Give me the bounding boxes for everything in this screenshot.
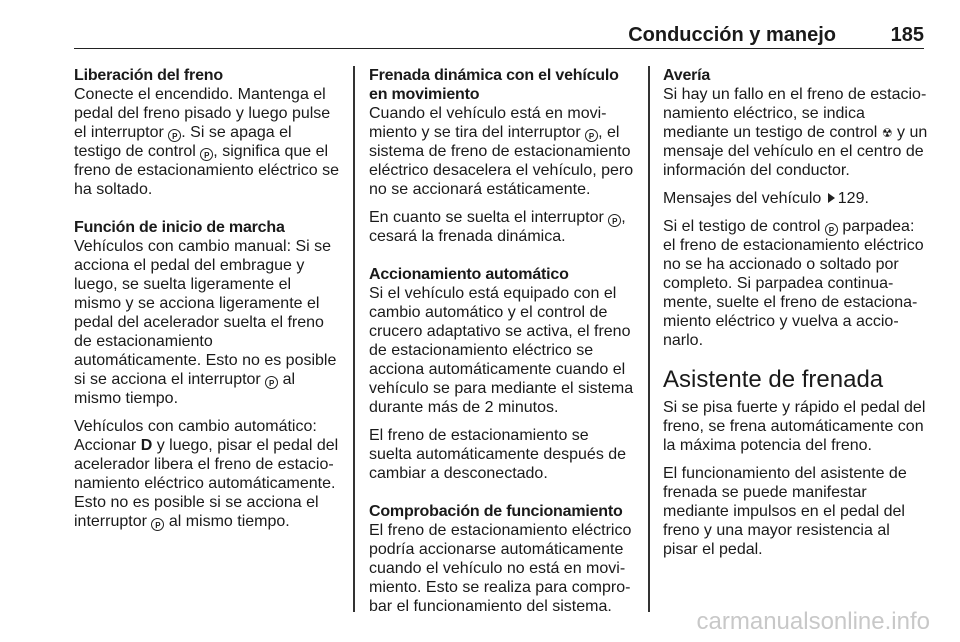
gear-d: D: [140, 437, 153, 454]
paragraph: Vehículos con cambio automático: Accionar D y luego, pisar el pedal del acelerador libera el freno de estacionamiento eléctrico automáticamente. Esto no es posible si se acciona el interruptor P al mismo tiempo.: [74, 418, 339, 530]
heading-function-check: Comprobación de funcionamiento: [369, 503, 623, 520]
parking-brake-icon: P: [608, 214, 621, 227]
paragraph: En cuanto se suelta el interruptor P , cesará la frenada dinámica.: [369, 209, 626, 245]
heading-brake-release: Liberación del freno: [74, 67, 223, 84]
page-number: 185: [890, 24, 924, 46]
paragraph: El funcionamiento del asistente de frenada se puede manifestar mediante impulsos en el pedal del freno y una mayor resistencia al pisar el pedal.: [663, 465, 907, 558]
parking-brake-icon: P: [168, 129, 181, 142]
parking-brake-icon: P: [151, 518, 164, 531]
column-3: [663, 66, 928, 568]
warning-lamp-icon: ☢: [881, 126, 893, 140]
chapter-title: Conducción y manejo: [628, 24, 836, 46]
column-divider: [353, 66, 355, 612]
column-2: [369, 66, 634, 625]
parking-brake-icon: P: [585, 129, 598, 142]
heading-automatic-application: Accionamiento automático: [369, 266, 569, 283]
page-header: [74, 0, 924, 49]
paragraph: Cuando el vehículo está en movimiento y se tira del interruptor P , el sistema de freno de estacionamiento eléctrico desacelera el vehículo, pero no se accionará estáticamente.: [369, 105, 634, 198]
column-divider: [648, 66, 650, 612]
paragraph: Vehículos con cambio manual: Si se acciona el pedal del embrague y luego, se suelta ligeramente el mismo y se acciona ligeramente el pedal del acelerador suelta el freno de estacionamiento automáticamente. Esto no es posible si se acciona el interruptor P al mismo tiempo.: [74, 238, 337, 407]
paragraph: Si hay un fallo en el freno de estacionamiento eléctrico, se indica mediante un testigo de control ☢ y un mensaje del vehículo en el centro de información del conductor.: [663, 86, 928, 179]
watermark: carmanualsonline.info: [696, 608, 930, 635]
heading-start-function: Función de inicio de marcha: [74, 219, 285, 236]
paragraph: El freno de estacionamiento eléctrico podría accionarse automáticamente cuando el vehículo no está en movimiento. Esto se realiza para comprobar el funcionamiento del sistema.: [369, 522, 632, 615]
column-1: [74, 66, 342, 540]
page-reference[interactable]: 129.: [837, 190, 869, 207]
paragraph: Si el vehículo está equipado con el cambio automático y el control de crucero adaptativo se activa, el freno de estacionamiento eléctrico se acciona automáticamente cuando el vehículo se para mediante el sistema durante más de 2 minutos.: [369, 285, 634, 416]
section-title: Asistente de frenada: [663, 366, 884, 393]
paragraph: Mensajes del vehículo 129.: [663, 190, 869, 207]
paragraph: El freno de estacionamiento se suelta automáticamente después de cambiar a desconectado.: [369, 427, 627, 482]
paragraph: Si el testigo de control P parpadea: el freno de estacionamiento eléctrico no se ha accionado o soltado por completo. Si parpadea continuamente, suelte el freno de estacionamiento eléctrico y vuelva a accionarlo.: [663, 218, 924, 349]
paragraph: Si se pisa fuerte y rápido el pedal del freno, se frena automáticamente con la máxima potencia del freno.: [663, 399, 926, 454]
paragraph: Conecte el encendido. Mantenga el pedal del freno pisado y luego pulse el interruptor P . Si se apaga el testigo de control P , significa que el freno de estacionamiento eléctrico se ha soltado.: [74, 86, 340, 198]
heading-fault: Avería: [663, 67, 711, 84]
parking-brake-icon: P: [825, 223, 838, 236]
parking-brake-icon: P: [200, 148, 213, 161]
parking-brake-icon: P: [265, 376, 278, 389]
page-reference-arrow-icon: [828, 193, 835, 203]
heading-dynamic-braking: Frenada dinámica con el vehículo en movimiento: [369, 67, 619, 103]
